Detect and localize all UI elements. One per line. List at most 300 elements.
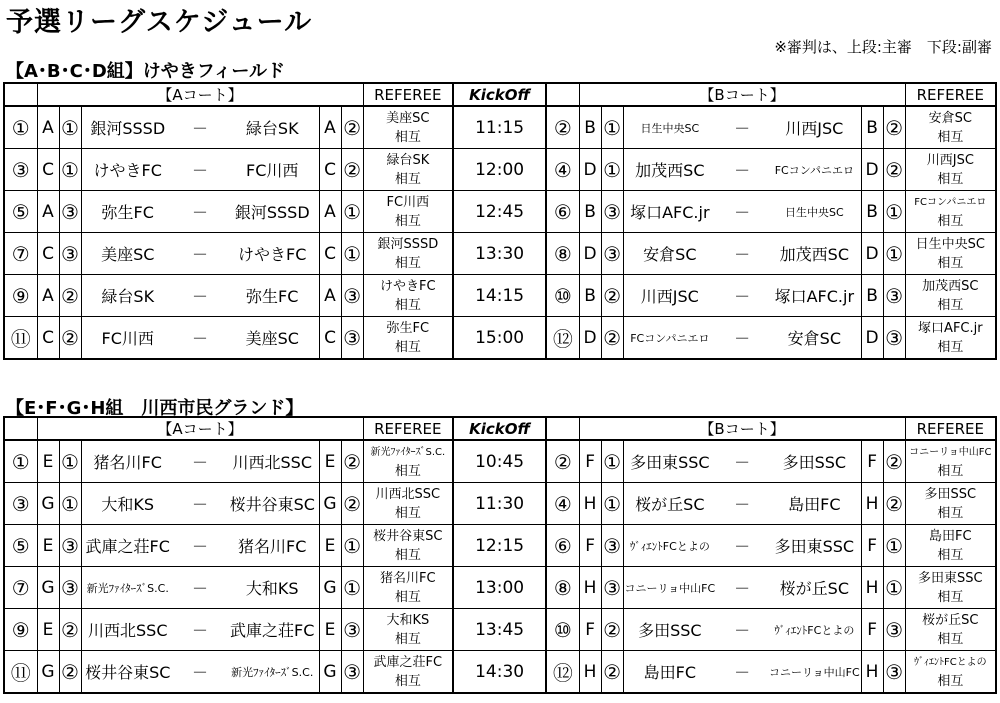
team2-name-a: 大和KS	[226, 567, 319, 609]
team2-group-a: A	[319, 191, 341, 233]
team1-seed-b: ③	[601, 233, 623, 275]
header-blank-b	[546, 83, 579, 106]
referee-sub-a: 相互	[394, 505, 421, 521]
referee-cell-b	[905, 567, 996, 609]
referee-main-a: 新光ﾌｧｲﾀｰｽﾞS.C.	[370, 446, 446, 458]
referee-main-a: 美座SC	[386, 110, 430, 126]
team2-seed-a: ①	[341, 233, 363, 275]
team2-name-b: 島田FC	[768, 483, 861, 525]
team2-name-a: けやきFC	[226, 233, 319, 275]
versus-dash-b: －	[716, 191, 768, 233]
kickoff-time: 12:15	[453, 525, 546, 567]
versus-dash-a: －	[174, 106, 226, 149]
team1-seed-b: ①	[601, 483, 623, 525]
page-title: 予選リーグスケジュール	[6, 7, 313, 38]
referee-cell-b	[905, 440, 996, 483]
table-row	[4, 483, 996, 525]
team1-seed-b: ②	[601, 317, 623, 360]
team1-group-a: C	[37, 317, 59, 360]
referee-main-b: 川西JSC	[926, 152, 974, 168]
team1-name-b: 塚口AFC.jr	[623, 191, 716, 233]
team2-seed-b: ①	[883, 191, 905, 233]
team2-name-b: 多田SSC	[768, 440, 861, 483]
team1-seed-a: ①	[59, 483, 81, 525]
team1-seed-a: ①	[59, 440, 81, 483]
header-blank-a	[4, 417, 37, 440]
team1-name-b: 川西JSC	[623, 275, 716, 317]
referee-main-b: 日生中央SC	[915, 236, 985, 252]
referee-cell-a	[363, 317, 453, 360]
team1-seed-a: ③	[59, 525, 81, 567]
match-number-b: ④	[546, 483, 579, 525]
team1-group-b: H	[579, 483, 601, 525]
match-number-b: ②	[546, 106, 579, 149]
kickoff-time: 11:30	[453, 483, 546, 525]
team1-seed-b: ②	[601, 651, 623, 694]
team2-seed-a: ②	[341, 483, 363, 525]
versus-dash-b: －	[716, 275, 768, 317]
team1-name-b: コニーリョ中山FC	[623, 567, 716, 609]
referee-main-b: 桜が丘SC	[922, 612, 979, 628]
team2-group-b: B	[861, 191, 883, 233]
referee-cell-a	[363, 191, 453, 233]
versus-dash-a: －	[174, 609, 226, 651]
team2-seed-b: ①	[883, 233, 905, 275]
table-row	[4, 275, 996, 317]
referee-cell-a	[363, 651, 453, 694]
referee-a-header: REFEREE	[363, 83, 453, 106]
schedule-table-efgh	[3, 416, 997, 694]
court-a-header: 【Aコート】	[37, 83, 363, 106]
team2-seed-b: ②	[883, 440, 905, 483]
team2-seed-b: ①	[883, 525, 905, 567]
referee-sub-b: 相互	[937, 255, 964, 271]
referee-cell-a	[363, 149, 453, 191]
referee-cell-b	[905, 106, 996, 149]
match-number-b: ⑥	[546, 525, 579, 567]
versus-dash-b: －	[716, 525, 768, 567]
team2-seed-b: ②	[883, 483, 905, 525]
team1-seed-a: ①	[59, 149, 81, 191]
referee-sub-a: 相互	[394, 673, 421, 689]
group-title-efgh: 【E･F･G･H組 川西市民グランド】	[6, 398, 304, 419]
team2-name-a: 猪名川FC	[226, 525, 319, 567]
court-b-header: 【Bコート】	[579, 417, 905, 440]
referee-cell-b	[905, 609, 996, 651]
referee-main-b: 島田FC	[929, 528, 972, 544]
match-number-a: ⑤	[4, 525, 37, 567]
table-row	[4, 651, 996, 694]
team2-group-a: A	[319, 275, 341, 317]
team2-seed-a: ①	[341, 567, 363, 609]
referee-sub-a: 相互	[394, 589, 421, 605]
referee-b-header: REFEREE	[905, 83, 996, 106]
team1-name-a: けやきFC	[81, 149, 174, 191]
versus-dash-b: －	[716, 233, 768, 275]
team1-name-a: 緑台SK	[81, 275, 174, 317]
team1-seed-a: ③	[59, 233, 81, 275]
team2-seed-b: ③	[883, 275, 905, 317]
referee-b-header: REFEREE	[905, 417, 996, 440]
kickoff-time: 11:15	[453, 106, 546, 149]
team2-seed-a: ②	[341, 440, 363, 483]
referee-cell-a	[363, 567, 453, 609]
referee-sub-b: 相互	[937, 547, 964, 563]
versus-dash-b: －	[716, 317, 768, 360]
kickoff-time: 13:30	[453, 233, 546, 275]
team2-seed-a: ①	[341, 525, 363, 567]
team1-group-a: G	[37, 483, 59, 525]
team1-name-a: FC川西	[81, 317, 174, 360]
team1-name-a: 銀河SSSD	[81, 106, 174, 149]
kickoff-header: KickOff	[453, 417, 546, 440]
referee-cell-a	[363, 483, 453, 525]
referee-sub-b: 相互	[937, 505, 964, 521]
match-number-b: ⑫	[546, 317, 579, 360]
team2-group-b: D	[861, 233, 883, 275]
team2-group-b: D	[861, 317, 883, 360]
team2-group-b: B	[861, 275, 883, 317]
match-number-b: ⑥	[546, 191, 579, 233]
versus-dash-a: －	[174, 275, 226, 317]
referee-sub-a: 相互	[394, 547, 421, 563]
referee-main-a: 緑台SK	[386, 152, 430, 168]
team1-group-a: C	[37, 149, 59, 191]
team1-group-a: E	[37, 440, 59, 483]
referee-sub-a: 相互	[394, 255, 421, 271]
table-row	[4, 440, 996, 483]
team2-seed-b: ③	[883, 317, 905, 360]
team1-group-b: B	[579, 106, 601, 149]
team2-seed-b: ③	[883, 651, 905, 694]
team2-group-b: H	[861, 567, 883, 609]
referee-main-a: 桜井谷東SC	[373, 528, 443, 544]
kickoff-time: 14:30	[453, 651, 546, 694]
versus-dash-a: －	[174, 483, 226, 525]
referee-main-b: 多田東SSC	[918, 570, 983, 586]
team2-group-a: G	[319, 651, 341, 694]
match-number-b: ⑩	[546, 609, 579, 651]
team2-name-a: 桜井谷東SC	[226, 483, 319, 525]
team1-seed-a: ②	[59, 609, 81, 651]
team1-group-b: H	[579, 567, 601, 609]
team2-seed-a: ②	[341, 106, 363, 149]
team2-name-b: 日生中央SC	[768, 191, 861, 233]
team2-seed-a: ③	[341, 651, 363, 694]
team2-name-a: FC川西	[226, 149, 319, 191]
team1-group-b: F	[579, 609, 601, 651]
team2-group-a: C	[319, 317, 341, 360]
team1-group-a: A	[37, 275, 59, 317]
match-number-a: ⑨	[4, 275, 37, 317]
referee-sub-b: 相互	[937, 463, 964, 479]
team2-seed-a: ③	[341, 317, 363, 360]
versus-dash-b: －	[716, 440, 768, 483]
team2-group-b: H	[861, 651, 883, 694]
table-row	[4, 609, 996, 651]
team1-group-b: D	[579, 233, 601, 275]
match-number-a: ⑦	[4, 233, 37, 275]
referee-cell-a	[363, 106, 453, 149]
referee-cell-b	[905, 483, 996, 525]
referee-sub-b: 相互	[937, 297, 964, 313]
schedule-table-abcd	[3, 82, 997, 360]
team2-name-b: 多田東SSC	[768, 525, 861, 567]
team2-seed-b: ③	[883, 609, 905, 651]
referee-cell-a	[363, 440, 453, 483]
versus-dash-b: －	[716, 106, 768, 149]
versus-dash-a: －	[174, 567, 226, 609]
team1-name-b: 島田FC	[623, 651, 716, 694]
referee-a-header: REFEREE	[363, 417, 453, 440]
team2-seed-b: ①	[883, 567, 905, 609]
team2-name-a: 新光ﾌｧｲﾀｰｽﾞS.C.	[226, 651, 319, 694]
versus-dash-b: －	[716, 567, 768, 609]
team1-seed-b: ②	[601, 275, 623, 317]
match-number-b: ⑫	[546, 651, 579, 694]
versus-dash-b: －	[716, 609, 768, 651]
team1-group-b: F	[579, 440, 601, 483]
table-row	[4, 191, 996, 233]
team1-group-a: A	[37, 106, 59, 149]
referee-sub-a: 相互	[394, 297, 421, 313]
team1-name-a: 新光ﾌｧｲﾀｰｽﾞS.C.	[81, 567, 174, 609]
team2-group-b: B	[861, 106, 883, 149]
team2-seed-a: ③	[341, 609, 363, 651]
team1-name-b: 日生中央SC	[623, 106, 716, 149]
referee-main-b: コニーリョ中山FC	[909, 446, 992, 458]
kickoff-time: 12:45	[453, 191, 546, 233]
team1-name-a: 桜井谷東SC	[81, 651, 174, 694]
referee-main-b: 安倉SC	[928, 110, 972, 126]
team1-group-b: F	[579, 525, 601, 567]
team2-group-a: C	[319, 233, 341, 275]
team1-name-b: 加茂西SC	[623, 149, 716, 191]
team1-seed-b: ③	[601, 525, 623, 567]
versus-dash-a: －	[174, 317, 226, 360]
referee-sub-a: 相互	[394, 631, 421, 647]
team2-group-a: E	[319, 609, 341, 651]
team1-seed-b: ③	[601, 191, 623, 233]
referee-sub-b: 相互	[937, 673, 964, 689]
court-a-header: 【Aコート】	[37, 417, 363, 440]
team1-seed-a: ①	[59, 106, 81, 149]
versus-dash-a: －	[174, 233, 226, 275]
team2-seed-a: ③	[341, 275, 363, 317]
referee-cell-b	[905, 275, 996, 317]
referee-sub-a: 相互	[394, 129, 421, 145]
team2-seed-a: ②	[341, 149, 363, 191]
referee-sub-b: 相互	[937, 213, 964, 229]
referee-main-b: ｳﾞｨｴﾝﾄFCとよの	[913, 656, 987, 668]
match-number-b: ②	[546, 440, 579, 483]
team1-group-a: E	[37, 525, 59, 567]
team2-group-b: D	[861, 149, 883, 191]
referee-sub-a: 相互	[394, 171, 421, 187]
team1-name-b: 桜が丘SC	[623, 483, 716, 525]
versus-dash-a: －	[174, 191, 226, 233]
team2-name-b: 川西JSC	[768, 106, 861, 149]
referee-cell-a	[363, 233, 453, 275]
referee-main-a: 大和KS	[386, 612, 430, 628]
team2-name-a: 緑台SK	[226, 106, 319, 149]
kickoff-time: 14:15	[453, 275, 546, 317]
team2-name-b: コニーリョ中山FC	[768, 651, 861, 694]
match-number-a: ③	[4, 483, 37, 525]
versus-dash-b: －	[716, 651, 768, 694]
team2-seed-a: ①	[341, 191, 363, 233]
referee-main-b: 多田SSC	[924, 486, 977, 502]
kickoff-time: 13:45	[453, 609, 546, 651]
referee-sub-b: 相互	[937, 631, 964, 647]
table-row	[4, 525, 996, 567]
referee-sub-a: 相互	[394, 339, 421, 355]
team1-group-b: B	[579, 275, 601, 317]
referee-sub-a: 相互	[394, 213, 421, 229]
team2-name-a: 美座SC	[226, 317, 319, 360]
referee-sub-b: 相互	[937, 129, 964, 145]
match-number-a: ⑤	[4, 191, 37, 233]
kickoff-time: 10:45	[453, 440, 546, 483]
team2-group-a: E	[319, 525, 341, 567]
team2-name-b: 安倉SC	[768, 317, 861, 360]
referee-main-b: 塚口AFC.jr	[918, 320, 983, 336]
referee-cell-a	[363, 609, 453, 651]
team1-group-b: H	[579, 651, 601, 694]
header-row	[4, 417, 996, 440]
versus-dash-a: －	[174, 651, 226, 694]
team2-group-a: A	[319, 106, 341, 149]
team2-name-a: 弥生FC	[226, 275, 319, 317]
referee-sub-b: 相互	[937, 589, 964, 605]
team2-group-a: E	[319, 440, 341, 483]
team2-name-b: 加茂西SC	[768, 233, 861, 275]
referee-cell-a	[363, 525, 453, 567]
team1-name-a: 川西北SSC	[81, 609, 174, 651]
match-number-b: ⑧	[546, 233, 579, 275]
referee-cell-b	[905, 317, 996, 360]
match-number-a: ⑦	[4, 567, 37, 609]
versus-dash-a: －	[174, 149, 226, 191]
team1-name-a: 美座SC	[81, 233, 174, 275]
versus-dash-b: －	[716, 483, 768, 525]
header-blank-a	[4, 83, 37, 106]
referee-main-a: 弥生FC	[386, 320, 430, 336]
referee-cell-b	[905, 651, 996, 694]
table-row	[4, 106, 996, 149]
team2-group-a: C	[319, 149, 341, 191]
kickoff-time: 15:00	[453, 317, 546, 360]
team1-group-a: G	[37, 567, 59, 609]
team2-name-b: 塚口AFC.jr	[768, 275, 861, 317]
referee-cell-b	[905, 149, 996, 191]
team2-name-a: 銀河SSSD	[226, 191, 319, 233]
referee-main-b: FCコンパニエロ	[914, 196, 987, 208]
team2-group-a: G	[319, 567, 341, 609]
team1-group-a: A	[37, 191, 59, 233]
referee-main-a: 川西北SSC	[375, 486, 441, 502]
match-number-a: ⑪	[4, 651, 37, 694]
team1-seed-b: ①	[601, 440, 623, 483]
group-title-abcd: 【A･B･C･D組】けやきフィールド	[6, 61, 286, 82]
team2-name-a: 川西北SSC	[226, 440, 319, 483]
match-number-a: ③	[4, 149, 37, 191]
team1-name-a: 弥生FC	[81, 191, 174, 233]
team1-name-a: 猪名川FC	[81, 440, 174, 483]
team1-name-a: 大和KS	[81, 483, 174, 525]
team1-group-b: B	[579, 191, 601, 233]
referee-cell-a	[363, 275, 453, 317]
team2-group-a: G	[319, 483, 341, 525]
team1-seed-b: ①	[601, 106, 623, 149]
team1-group-b: D	[579, 317, 601, 360]
team1-seed-a: ②	[59, 275, 81, 317]
team2-group-b: F	[861, 525, 883, 567]
versus-dash-a: －	[174, 440, 226, 483]
match-number-b: ⑧	[546, 567, 579, 609]
team2-name-b: 桜が丘SC	[768, 567, 861, 609]
table-row	[4, 567, 996, 609]
referee-main-a: FC川西	[386, 194, 430, 210]
referee-main-a: 猪名川FC	[380, 570, 436, 586]
team2-name-b: FCコンパニエロ	[768, 149, 861, 191]
match-number-a: ⑪	[4, 317, 37, 360]
team1-group-b: D	[579, 149, 601, 191]
referee-sub-b: 相互	[937, 171, 964, 187]
referee-main-a: 武庫之荘FC	[373, 654, 443, 670]
match-number-b: ④	[546, 149, 579, 191]
team1-seed-b: ③	[601, 567, 623, 609]
court-b-header: 【Bコート】	[579, 83, 905, 106]
team2-name-b: ｳﾞｨｴﾝﾄFCとよの	[768, 609, 861, 651]
referee-cell-b	[905, 233, 996, 275]
kickoff-time: 13:00	[453, 567, 546, 609]
referee-sub-a: 相互	[394, 463, 421, 479]
team1-name-b: 多田SSC	[623, 609, 716, 651]
referee-note: ※審判は、上段:主審 下段:副審	[774, 38, 992, 56]
team1-name-b: 安倉SC	[623, 233, 716, 275]
team1-group-a: E	[37, 609, 59, 651]
versus-dash-a: －	[174, 525, 226, 567]
team1-seed-a: ③	[59, 567, 81, 609]
referee-cell-b	[905, 525, 996, 567]
match-number-b: ⑩	[546, 275, 579, 317]
kickoff-header: KickOff	[453, 83, 546, 106]
table-row	[4, 233, 996, 275]
referee-main-b: 加茂西SC	[922, 278, 979, 294]
team1-seed-a: ②	[59, 651, 81, 694]
referee-sub-b: 相互	[937, 339, 964, 355]
team1-seed-a: ②	[59, 317, 81, 360]
team1-group-a: G	[37, 651, 59, 694]
team2-seed-b: ②	[883, 149, 905, 191]
match-number-a: ⑨	[4, 609, 37, 651]
match-number-a: ①	[4, 106, 37, 149]
table-row	[4, 149, 996, 191]
team2-group-b: H	[861, 483, 883, 525]
team1-name-a: 武庫之荘FC	[81, 525, 174, 567]
versus-dash-b: －	[716, 149, 768, 191]
referee-main-a: 銀河SSSD	[377, 236, 439, 252]
match-number-a: ①	[4, 440, 37, 483]
team2-group-b: F	[861, 609, 883, 651]
team1-name-b: ｳﾞｨｴﾝﾄFCとよの	[623, 525, 716, 567]
team2-group-b: F	[861, 440, 883, 483]
header-blank-b	[546, 417, 579, 440]
kickoff-time: 12:00	[453, 149, 546, 191]
team1-seed-b: ①	[601, 149, 623, 191]
header-row	[4, 83, 996, 106]
